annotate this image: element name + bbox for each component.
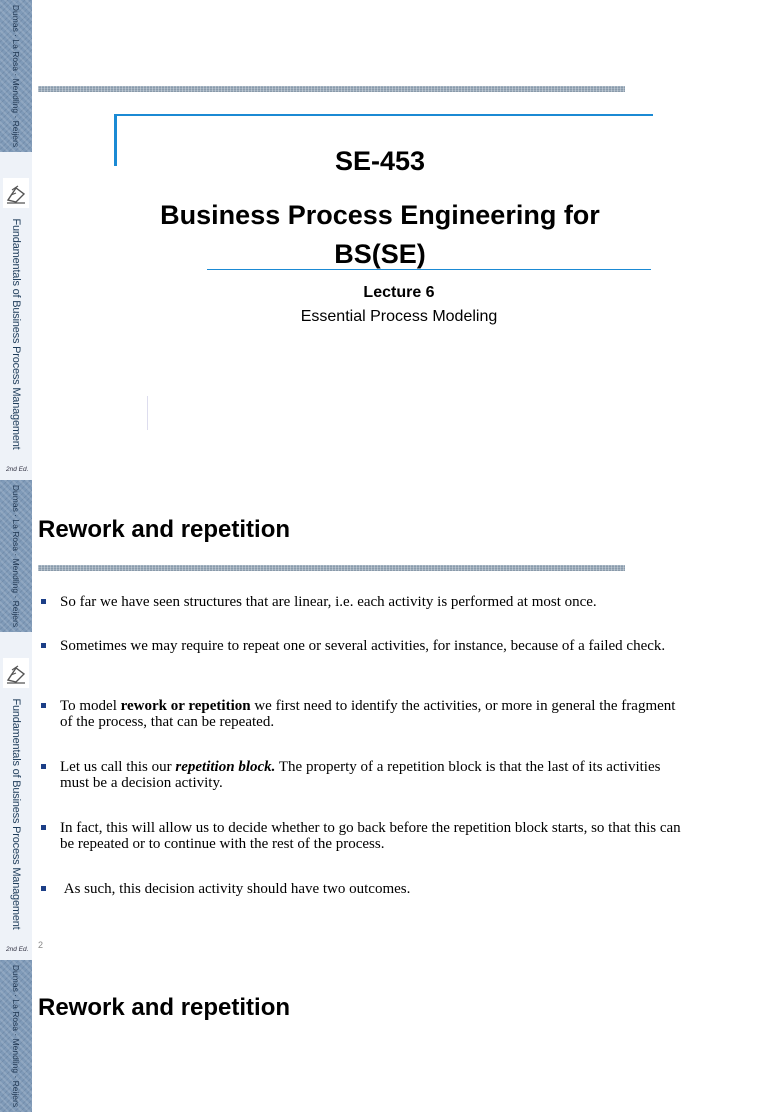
- bullet-emphasis: rework or repetition: [120, 698, 251, 714]
- sidebar-strip: [0, 960, 32, 1108]
- title-frame-top: [114, 114, 653, 116]
- sidebar-book-title: Fundamentals of Business Process Management: [10, 218, 22, 450]
- title-frame-left: [114, 114, 117, 166]
- course-code: SE-453: [334, 146, 426, 176]
- bullet-item: [40, 698, 690, 730]
- bullet-marker: [41, 703, 46, 708]
- slide-heading: Rework and repetition: [38, 516, 291, 543]
- bullet-marker: [41, 599, 46, 604]
- bullet-text: To model rework or repetition we first need to identify the activities, or more in general the fragment of the process, that can be repeated.: [60, 698, 680, 730]
- bullet-text: Let us call this our repetition block. The property of a repetition block is that the last of its activities must be a decision activity.: [60, 759, 665, 791]
- sidebar-book-title-band: [0, 698, 32, 944]
- bullet-marker: [41, 825, 46, 830]
- slide-2: [0, 480, 768, 960]
- sidebar-edition: 2nd Ed.: [6, 466, 29, 473]
- lecture-subtitle: Essential Process Modeling: [300, 308, 498, 325]
- sidebar-book-title: Fundamentals of Business Process Management: [10, 698, 22, 930]
- slide-3: [0, 960, 768, 1108]
- sidebar-strip: [0, 0, 32, 480]
- sidebar-authors: Dumas · La Rosa · Mendling · Reijers: [11, 4, 21, 148]
- bullet-item: [40, 881, 690, 897]
- bullet-item: [40, 820, 690, 852]
- sidebar-strip: [0, 480, 32, 960]
- slide-heading: Rework and repetition: [38, 994, 291, 1021]
- bullet-text: As such, this decision activity should have two outcomes.: [60, 881, 411, 897]
- sidebar-authors-band: [0, 480, 32, 632]
- title-underline: [207, 269, 651, 270]
- sidebar-authors-band: [0, 960, 32, 1112]
- lecture-label: Lecture 6: [363, 284, 435, 301]
- slide-1: [0, 0, 768, 480]
- bullet-item: [40, 638, 690, 654]
- bullet-text: In fact, this will allow us to decide whether to go back before the repetition block starts, so that this can be repeated or to continue with the rest of the process.: [60, 820, 685, 852]
- placeholder-divider: [147, 396, 148, 430]
- header-texture-bar: [38, 565, 625, 571]
- sidebar-authors-band: [0, 0, 32, 152]
- book-logo-icon: [3, 658, 29, 688]
- page-number: 2: [38, 940, 44, 950]
- sidebar-authors: Dumas · La Rosa · Mendling · Reijers: [11, 964, 21, 1108]
- sidebar-book-title-band: [0, 218, 32, 464]
- header-texture-bar: [38, 86, 625, 92]
- bullet-marker: [41, 643, 46, 648]
- bullet-item: [40, 759, 690, 791]
- bullet-emphasis: repetition block.: [175, 759, 276, 775]
- course-title: Business Process Engineering for BS(SE): [160, 200, 600, 269]
- sidebar-edition: 2nd Ed.: [6, 946, 29, 953]
- bullet-marker: [41, 764, 46, 769]
- sidebar-authors: Dumas · La Rosa · Mendling · Reijers: [11, 484, 21, 628]
- bullet-marker: [41, 886, 46, 891]
- bullet-item: [40, 594, 690, 610]
- bullet-text: So far we have seen structures that are linear, i.e. each activity is performed at most once.: [60, 594, 597, 610]
- book-logo-icon: [3, 178, 29, 208]
- bullet-text: Sometimes we may require to repeat one or several activities, for instance, because of a failed check.: [60, 638, 666, 654]
